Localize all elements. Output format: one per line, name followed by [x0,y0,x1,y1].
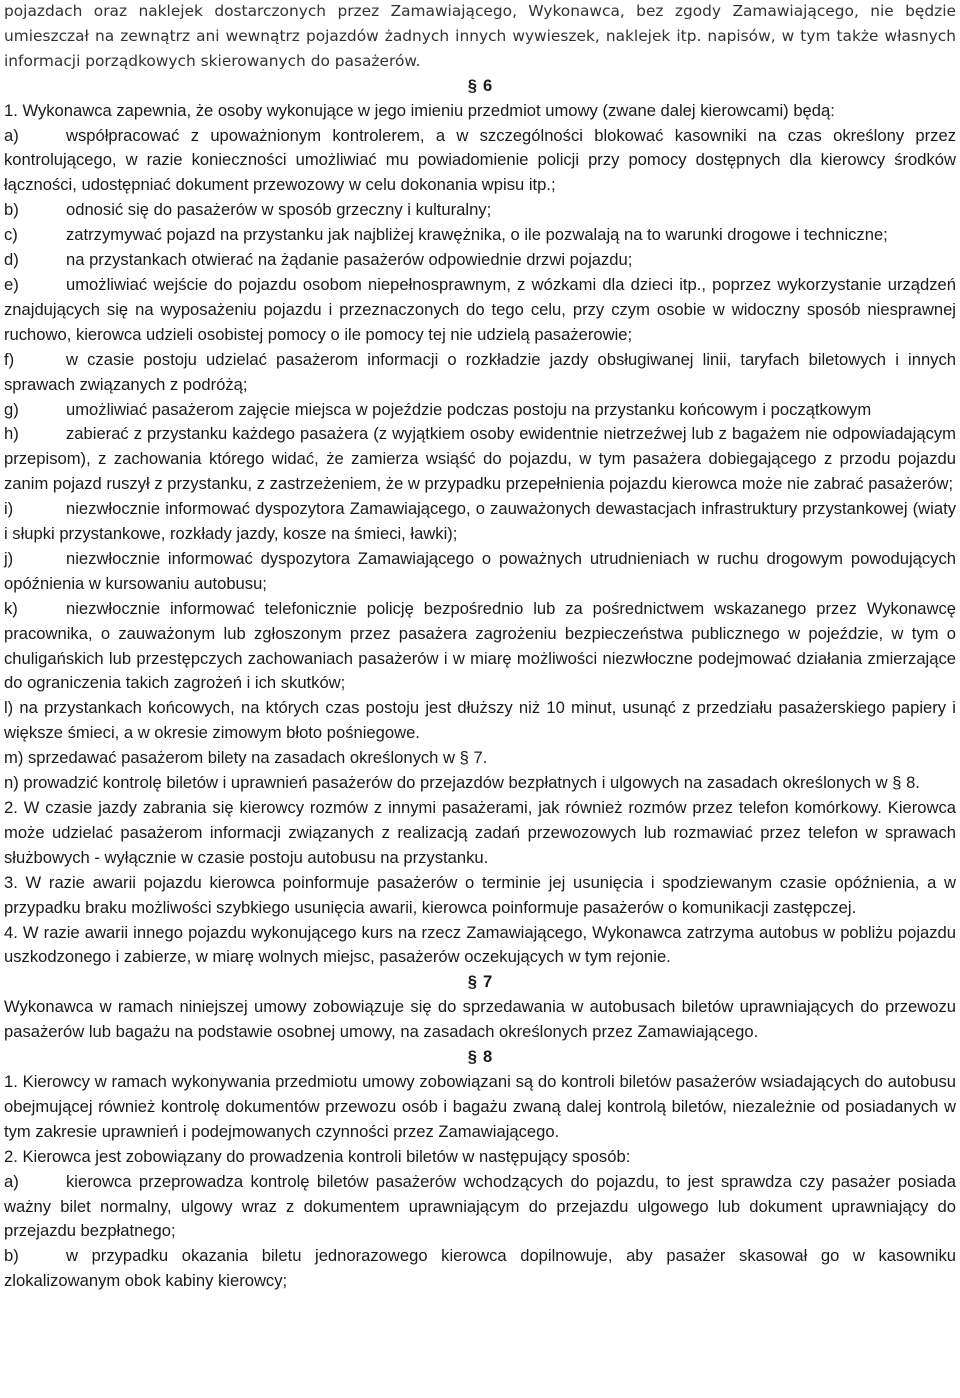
section-symbol: § [467,1047,477,1067]
section-6-item-b [4,198,956,223]
section-6-item-m: m) sprzedawać pasażerom bilety na zasadach określonych w § 7. [4,748,488,768]
item-label: a) [4,1171,19,1191]
section-number: 7 [483,972,493,992]
section-8-item-a [4,1170,956,1245]
section-6-item-k [4,597,956,697]
section-6-item-d [4,248,956,273]
section-6-point-1-intro: 1. Wykonawca zapewnia, że osoby wykonujące w jego imieniu przedmiot umowy (zwane dalej kierowcami) będą: [4,100,835,120]
section-6-item-c [4,223,956,248]
section-8-item-b [4,1244,956,1294]
item-text: niezwłocznie informować dyspozytora Zamawiającego, o zauważonych dewastacjach infrastruktury przystankowej (wiaty i słupki przystankowe, rozkłady jazdy, kosze na śmieci, ławki); [4,499,956,544]
section-6-point-3: 3. W razie awarii pojazdu kierowca poinformuje pasażerów o terminie jej usunięcia i spodziewanym czasie opóźnienia, a w przypadku braku możliwości szybkiego usunięcia awarii, kierowca poinformuje pasażerów o komunikacji zastępczej. [4,872,956,917]
item-label: f) [4,349,15,369]
section-6-item-h [4,422,956,497]
section-8-heading [4,1045,956,1070]
section-6-item-g [4,398,956,423]
item-text: zatrzymywać pojazd na przystanku jak najbliżej krawężnika, o ile pozwalają na to warunki drogowe i techniczne; [66,225,888,245]
item-text: na przystankach otwierać na żądanie pasażerów odpowiednie drzwi pojazdu; [66,250,633,270]
section-6-heading [4,74,956,99]
section-7-text: Wykonawca w ramach niniejszej umowy zobowiązuje się do sprzedawania w autobusach biletów uprawniających do przewozu pasażerów lub bagażu na podstawie osobnej umowy, na zasadach określonych przez Zamawiającego. [4,997,956,1042]
item-label: a) [4,125,19,145]
section-6-item-j [4,547,956,597]
section-6-point-2: 2. W czasie jazdy zabrania się kierowcy rozmów z innymi pasażerami, jak również rozmów przez telefon komórkowy. Kierowca może udzielać pasażerom informacji związanych z realizacją zadań przewozowych lub rozmawiać przez telefon w sprawach służbowych - wyłącznie w czasie postoju autobusu na przystanku. [4,798,956,867]
item-text: zabierać z przystanku każdego pasażera (z wyjątkiem osoby ewidentnie nietrzeźwej lub z bagażem nie odpowiadającym przepisom), z zachowania którego widać, że zamierza wsiąść do pojazdu, w tym pasażera dobiegającego z przodu pojazdu zanim pojazd ruszył z przystanku, z zastrzeżeniem, że w przypadku przepełnienia pojazdu kierowca może nie zabrać pasażerów; [4,424,956,494]
item-label: k) [4,598,18,618]
item-text: niezwłocznie informować telefonicznie policję bezpośrednio lub za pośrednictwem wskazanego przez Wykonawcę pracownika, o zauważonym lub zgłoszonym przez pasażera zagrożeniu bezpieczeństwa publicznego w pojeździe, w tym o chuligańskich lub przestępczych zachowaniach pasażerów i w miarę możliwości niezwłoczne podejmować działania zmierzające do ograniczenia takich zagrożeń i ich skutków; [4,598,956,693]
item-text: niezwłocznie informować dyspozytora Zamawiającego o poważnych utrudnieniach w ruchu drogowym powodujących opóźnienia w kursowaniu autobusu; [4,548,956,593]
section-8-point-1: 1. Kierowcy w ramach wykonywania przedmiotu umowy zobowiązani są do kontroli biletów pasażerów wsiadających do autobusu obejmującej również kontrolę dokumentów przewozu osób i bagażu zwaną dalej kontrolą biletów, niezależnie od posiadanych w tym zakresie uprawnień i podejmowanych czynności przez Zamawiającego. [4,1071,956,1141]
item-label: h) [4,424,19,444]
item-label: c) [4,225,18,245]
section-symbol: § [467,972,477,992]
item-label: e) [4,274,19,294]
item-text: w czasie postoju udzielać pasażerom informacji o rozkładzie jazdy obsługiwanej linii, taryfach biletowych i innych sprawach związanych z podróżą; [4,349,956,394]
item-text: umożliwiać wejście do pojazdu osobom niepełnosprawnym, z wózkami dla dzieci itp., poprzez wykorzystanie urządzeń znajdujących się na wyposażeniu pojazdu i przeznaczonych do tego celu, przy czym osobie w widoczny sposób niesprawnej ruchowo, kierowca udzieli osobistej pomocy o ile pomocy tej nie udzielą pasażerowie; [4,274,956,344]
section-number: 8 [483,1047,493,1067]
section-6-item-l: l) na przystankach końcowych, na których czas postoju jest dłuższy niż 10 minut, usunąć z przedziału pasażerskiego papiery i większe śmieci, a w okresie zimowym błoto pośniegowe. [4,698,956,743]
section-6-point-4: 4. W razie awarii innego pojazdu wykonującego kurs na rzecz Zamawiającego, Wykonawca zatrzyma autobus w pobliżu pojazdu uszkodzonego i zabierze, w miarę wolnych miejsc, pasażerów oczekujących w tym rejonie. [4,922,956,967]
section-7-heading [4,970,956,995]
item-text: odnosić się do pasażerów w sposób grzeczny i kulturalny; [66,200,492,220]
item-label: j) [4,548,14,568]
section-6-item-e [4,273,956,348]
item-label: g) [4,399,19,419]
item-label: i) [4,499,14,519]
item-text: w przypadku okazania biletu jednorazowego kierowca dopilnowuje, aby pasażer skasował go w kasowniku zlokalizowanym obok kabiny kierowcy; [4,1246,956,1291]
item-text: kierowca przeprowadza kontrolę biletów pasażerów wchodzących do pojazdu, to jest sprawdza czy pasażer posiada ważny bilet normalny, ulgowy wraz z dokumentem uprawniającym do przejazdu ulgowego lub dokument uprawniający do przejazdu bezpłatnego; [4,1171,956,1241]
section-6-item-a [4,124,956,199]
section-number: 6 [483,75,493,95]
item-label: b) [4,1246,19,1266]
section-6-item-n: n) prowadzić kontrolę biletów i uprawnień pasażerów do przejazdów bezpłatnych i ulgowych na zasadach określonych w § 8. [4,773,920,793]
section-8-point-2: 2. Kierowca jest zobowiązany do prowadzenia kontroli biletów w następujący sposób: [4,1146,631,1166]
item-text: umożliwiać pasażerom zajęcie miejsca w pojeździe podczas postoju na przystanku końcowym i początkowym [66,399,872,419]
item-text: współpracować z upoważnionym kontrolerem, a w szczególności blokować kasowniki na czas określony przez kontrolującego, w razie konieczności umożliwiać mu powiadomienie policji przy pomocy dostępnych dla kierowcy środków łączności, udostępniać dokument przewozowy w celu dokonania wpisu itp.; [4,125,956,195]
section-6-item-f [4,348,956,398]
section-6-item-i [4,497,956,547]
item-label: b) [4,200,19,220]
intro-paragraph: pojazdach oraz naklejek dostarczonych przez Zamawiającego, Wykonawca, bez zgody Zamawiającego, nie będzie umieszczał na zewnątrz ani wewnątrz pojazdów żadnych innych wywieszek, naklejek itp. napisów, w tym także własnych informacji porządkowych skierowanych do pasażerów. [4,2,956,70]
item-label: d) [4,250,19,270]
section-symbol: § [467,75,477,95]
